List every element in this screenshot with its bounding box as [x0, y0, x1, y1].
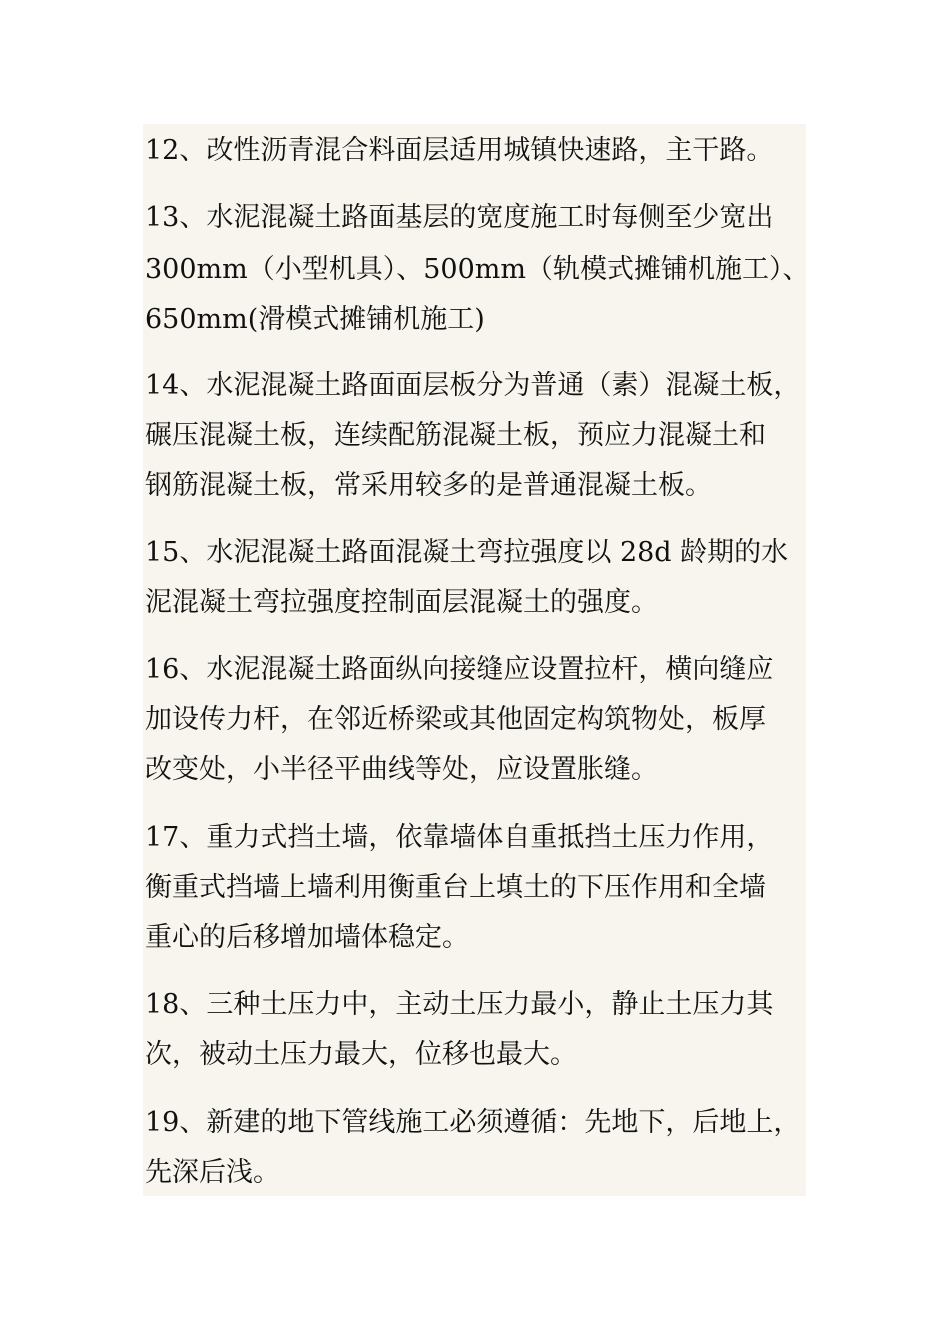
paragraph-line: 12、改性沥青混合料面层适用城镇快速路，主干路。 — [145, 135, 774, 166]
paragraph-line: 次，被动土压力最大，位移也最大。 — [145, 1039, 577, 1070]
paragraph-line: 17、重力式挡土墙，依靠墙体自重抵挡土压力作用， — [145, 822, 774, 853]
paragraph-line: 钢筋混凝土板，常采用较多的是普通混凝土板。 — [145, 470, 712, 501]
paragraph-line: 14、水泥混凝土路面面层板分为普通（素）混凝土板， — [145, 370, 801, 401]
paragraph-line: 650mm(滑模式摊铺机施工) — [145, 304, 485, 335]
paragraph-line: 重心的后移增加墙体稳定。 — [145, 922, 469, 953]
paragraph-line: 18、三种土压力中，主动土压力最小，静止土压力其 — [145, 989, 774, 1020]
paragraph-line: 19、新建的地下管线施工必须遵循：先地下，后地上， — [145, 1107, 801, 1138]
paragraph-line: 300mm（小型机具）、500mm（轨模式摊铺机施工）、 — [145, 254, 810, 285]
paragraph-line: 碾压混凝土板，连续配筋混凝土板，预应力混凝土和 — [145, 420, 766, 451]
paragraph-line: 15、水泥混凝土路面混凝土弯拉强度以 28d 龄期的水 — [145, 537, 789, 568]
paragraph-line: 泥混凝土弯拉强度控制面层混凝土的强度。 — [145, 587, 658, 618]
paragraph-line: 改变处，小半径平曲线等处，应设置胀缝。 — [145, 754, 658, 785]
paragraph-line: 先深后浅。 — [145, 1157, 280, 1188]
paragraph-line: 13、水泥混凝土路面基层的宽度施工时每侧至少宽出 — [145, 202, 774, 233]
paragraph-line: 加设传力杆，在邻近桥梁或其他固定构筑物处，板厚 — [145, 704, 766, 735]
paragraph-line: 16、水泥混凝土路面纵向接缝应设置拉杆，横向缝应 — [145, 654, 774, 685]
paragraph-line: 衡重式挡墙上墙利用衡重台上填土的下压作用和全墙 — [145, 872, 766, 903]
